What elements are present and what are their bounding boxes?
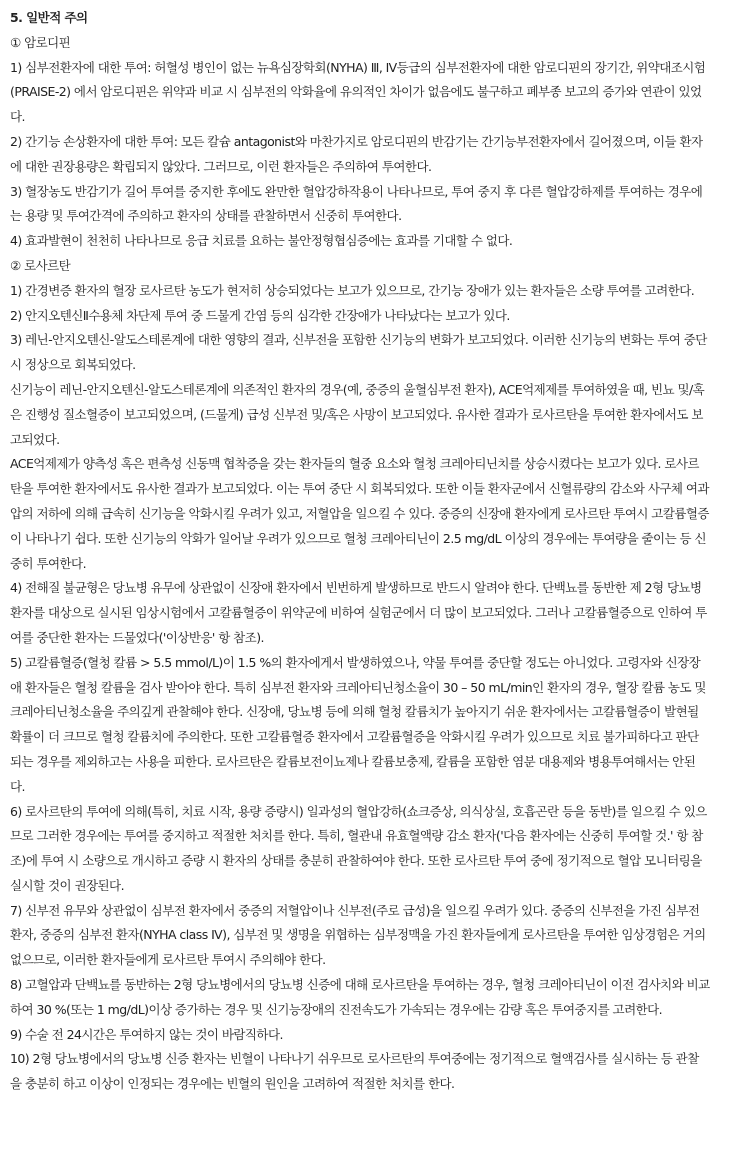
- paragraph: 10) 2형 당뇨병에서의 당뇨병 신증 환자는 빈혈이 나타나기 쉬우므로 로사르탄의 투여중에는 정기적으로 혈액검사를 실시하는 등 관찰을 충분히 하고 이상이 인정되는 경우에는 빈혈의 원인을 고려하여 적절한 처치를 한다.: [10, 1051, 699, 1092]
- paragraph: 2) 간기능 손상환자에 대한 투여: 모든 칼슘 antagonist와 마찬가지로 암로디핀의 반감기는 간기능부전환자에서 길어졌으며, 이들 환자에 대한 권장용량은 확립되지 않았다. 그러므로, 이런 환자들은 주의하여 투여한다.: [10, 133, 703, 174]
- paragraph: 4) 전해질 불균형은 당뇨병 유무에 상관없이 신장애 환자에서 빈번하게 발생하므로 반드시 알려야 한다. 단백뇨를 동반한 제 2형 당뇨병 환자를 대상으로 실시된 임상시험에서 고칼륨혈증이 위약군에 비하여 실험군에서 더 많이 보고되었다. 그러나 고칼륨혈증으로 인하여 투여를 중단한 환자는 드물었다('이상반응' 항 참조).: [10, 580, 707, 645]
- document-body: [10, 6, 710, 1097]
- paragraph: 신기능이 레닌-안지오텐신-알도스테론계에 의존적인 환자의 경우(예, 중증의 울혈심부전 환자), ACE억제제를 투여하였을 때, 빈뇨 및/혹은 진행성 질소혈증이 보고되었으며, (드물게) 급성 신부전 및/혹은 사망이 보고되었다. 유사한 결과가 로사르탄을 투여한 환자에서도 보고되었다.: [10, 381, 705, 447]
- subheading-losartan: ② 로사르탄: [10, 257, 71, 273]
- paragraph: 4) 효과발현이 천천히 나타나므로 응급 치료를 요하는 불안정형협심증에는 효과를 기대할 수 없다.: [10, 233, 513, 249]
- paragraph: ACE억제제가 양측성 혹은 편측성 신동맥 협착증을 갖는 환자들의 혈중 요소와 혈청 크레아티닌치를 상승시켰다는 보고가 있다. 로사르탄을 투여한 환자에서도 유사한 결과가 보고되었다. 이는 투여 중단 시 회복되었다. 또한 이들 환자군에서 신혈류량의 감소와 사구체 여과압의 저하에 의해 급속히 신기능을 악화시킬 우려가 있고, 저혈압을 일으킬 수 있다. 중증의 신장애 환자에게 로사르탄 투여시 고칼륨혈증이 나타나기 쉽다. 또한 신기능의 악화가 일어날 우려가 있으므로 혈청 크레아티닌이 2.5 mg/dL 이상의 경우에는 투여량을 줄이는 등 신중히 투여한다.: [10, 456, 709, 571]
- paragraph: 2) 안지오텐신Ⅱ수용체 차단제 투여 중 드물게 간염 등의 심각한 간장애가 나타났다는 보고가 있다.: [10, 307, 510, 323]
- section-title: 5. 일반적 주의: [10, 10, 88, 25]
- paragraph: 3) 레닌-안지오텐신-알도스테론계에 대한 영향의 결과, 신부전을 포함한 신기능의 변화가 보고되었다. 이러한 신기능의 변화는 투여 중단시 정상으로 회복되었다.: [10, 332, 707, 373]
- paragraph: 1) 심부전환자에 대한 투여: 허혈성 병인이 없는 뉴욕심장학회(NYHA) Ⅲ, Ⅳ등급의 심부전환자에 대한 암로디핀의 장기간, 위약대조시험 (PRAISE-2) 에서 암로디핀은 위약과 비교 시 심부전의 악화율에 유의적인 차이가 없음에도 불구하고 폐부종 보고의 증가와 연관이 있었다.: [10, 59, 706, 125]
- paragraph: 9) 수술 전 24시간은 투여하지 않는 것이 바람직하다.: [10, 1026, 283, 1042]
- paragraph: 5) 고칼륨혈증(혈청 칼륨 > 5.5 mmol/L)이 1.5 %의 환자에게서 발생하였으나, 약물 투여를 중단할 정도는 아니었다. 고령자와 신장장애 환자들은 혈청 칼륨을 검사 받아야 한다. 특히 심부전 환자와 크레아티닌청소율이 30 – 50 mL/min인 환자의 경우, 혈장 칼륨 농도 및 크레아티닌청소율을 주의깊게 관찰해야 한다. 신장애, 당뇨병 등에 의해 혈청 칼륨치가 높아지기 쉬운 환자에서는 고칼륨혈증이 발현될 확률이 더 크므로 혈청 칼륨치에 주의한다. 또한 고칼륨혈증 환자에서 고칼륨혈증을 악화시킬 우려가 있으므로 치료 불가피하다고 판단되는 경우를 제외하고는 사용을 피한다. 로사르탄은 칼륨보전이뇨제나 칼륨보충제, 칼륨을 포함한 염분 대용제와 병용투여해서는 안된다.: [10, 654, 706, 794]
- paragraph: 6) 로사르탄의 투여에 의해(특히, 치료 시작, 용량 증량시) 일과성의 혈압강하(쇼크증상, 의식상실, 호흡곤란 등을 동반)를 일으킬 수 있으므로 그러한 경우에는 투여를 중지하고 적절한 처치를 한다. 특히, 혈관내 유효혈액량 감소 환자('다음 환자에는 신중히 투여할 것.' 항 참조)에 투여 시 소량으로 개시하고 증량 시 환자의 상태를 충분히 관찰하여야 한다. 또한 로사르탄 투여 중에 정기적으로 혈압 모니터링을 실시할 것이 권장된다.: [10, 803, 707, 893]
- paragraph: 7) 신부전 유무와 상관없이 심부전 환자에서 중증의 저혈압이나 신부전(주로 급성)을 일으킬 우려가 있다. 중증의 신부전을 가진 심부전 환자, 중증의 심부전 환자(NYHA class Ⅳ), 심부전 및 생명을 위협하는 심부정맥을 가진 환자들에게 로사르탄을 투여한 임상경험은 거의 없으므로, 이러한 환자들에게 로사르탄 투여시 주의해야 한다.: [10, 902, 706, 968]
- paragraph: 8) 고혈압과 단백뇨를 동반하는 2형 당뇨병에서의 당뇨병 신증에 대해 로사르탄을 투여하는 경우, 혈청 크레아티닌이 이전 검사치와 비교하여 30 %(또는 1 mg/dL)이상 증가하는 경우 및 신기능장애의 진전속도가 가속되는 경우에는 감량 혹은 투여중지를 고려한다.: [10, 977, 710, 1017]
- paragraph: 1) 간경변증 환자의 혈장 로사르탄 농도가 현저히 상승되었다는 보고가 있으므로, 간기능 장애가 있는 환자들은 소량 투여를 고려한다.: [10, 282, 695, 298]
- subheading-amlodipine: ① 암로디핀: [10, 34, 71, 50]
- paragraph: 3) 혈장농도 반감기가 길어 투여를 중지한 후에도 완만한 혈압강하작용이 나타나므로, 투여 중지 후 다른 혈압강하제를 투여하는 경우에는 용량 및 투여간격에 주의하고 환자의 상태를 관찰하면서 신중히 투여한다.: [10, 183, 703, 224]
